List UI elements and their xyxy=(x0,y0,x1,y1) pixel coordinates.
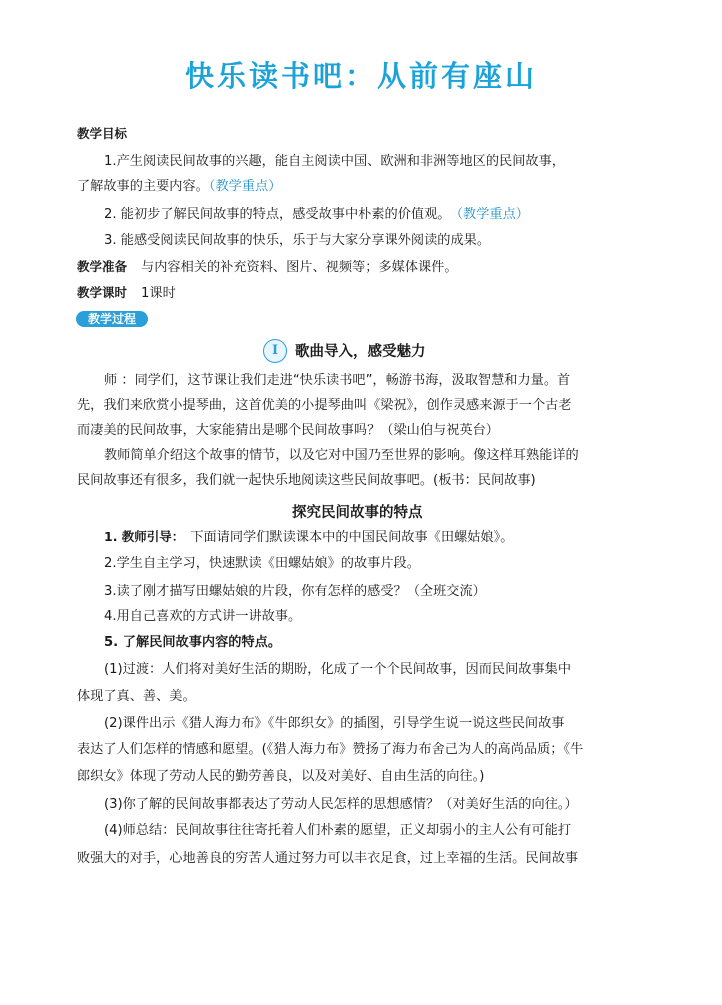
step-3: 3.读了刚才描写田螺姑娘的片段，你有怎样的感受？（全班交流） xyxy=(104,584,486,599)
step-1-text: 下面请同学们默读课本中的中国民间故事《田螺姑娘》。 xyxy=(190,530,514,545)
goal-2-tag: （教学重点） xyxy=(456,207,529,222)
section-1-icon: I xyxy=(263,339,287,363)
process-badge: 教学过程 xyxy=(76,311,148,327)
page-title: 快乐读书吧：从前有座山 xyxy=(184,59,537,93)
s1-p1-line-3: 而凄美的民间故事，大家能猜出是哪个民间故事吗？（梁山伯与祝英台） xyxy=(77,423,499,438)
s1-p1-line-2: 先，我们来欣赏小提琴曲，这首优美的小提琴曲叫《梁祝》，创作灵感来源于一个古老 xyxy=(77,398,572,413)
goal-1-line-2 xyxy=(77,178,281,196)
item-2-line-1: (2)课件出示《猎人海力布》《牛郎织女》的插图，引导学生说一说这些民间故事 xyxy=(104,716,565,731)
step-2: 2.学生自主学习，快速默读《田螺姑娘》的故事片段。 xyxy=(104,556,420,571)
goal-2 xyxy=(104,206,529,224)
hours-text: 1课时 xyxy=(141,286,176,301)
step-4: 4.用自己喜欢的方式讲一讲故事。 xyxy=(104,609,302,624)
goal-1-text: 了解故事的主要内容。 xyxy=(77,179,209,194)
s1-p2-line-1: 教师简单介绍这个故事的情节，以及它对中国乃至世界的影响。像这样耳熟能详的 xyxy=(104,448,579,463)
item-2-line-2: 表达了人们怎样的情感和愿望。(《猎人海力布》赞扬了海力布舍己为人的高尚品质；《牛 xyxy=(77,742,584,757)
item-2-line-3: 郎织女》体现了劳动人民的勤劳善良，以及对美好、自由生活的向往。) xyxy=(77,769,485,784)
s1-p1-line-1: 师 ：同学们，这节课让我们走进“快乐读书吧”，畅游书海，汲取智慧和力量。首 xyxy=(104,373,571,388)
item-3: (3)你了解的民间故事都表达了劳动人民怎样的思想感情？（对美好生活的向往。） xyxy=(104,797,578,812)
prep-row xyxy=(77,258,458,277)
hours-label: 教学课时 xyxy=(77,285,128,300)
prep-text: 与内容相关的补充资料、图片、视频等；多媒体课件。 xyxy=(141,260,458,275)
goals-heading: 教学目标 xyxy=(77,126,128,141)
step-1 xyxy=(104,528,513,547)
item-4-line-2: 败强大的对手，心地善良的穷苦人通过努力可以丰衣足食，过上幸福的生活。民间故事 xyxy=(77,851,579,866)
goal-1-tag: （教学重点） xyxy=(208,179,282,194)
item-4-line-1: (4)师总结：民间故事往往寄托着人们朴素的愿望，正义却弱小的主人公有可能打 xyxy=(104,823,572,838)
item-1-line-1: (1)过渡：人们将对美好生活的期盼，化成了一个个民间故事，因而民间故事集中 xyxy=(104,662,572,677)
step-1-label: 1. 教师引导： xyxy=(104,529,185,544)
section-1-title: 歌曲导入，感受魅力 xyxy=(295,344,426,360)
step-5: 5. 了解民间故事内容的特点。 xyxy=(104,635,282,650)
item-1-line-2: 体现了真、善、美。 xyxy=(77,689,196,704)
goal-2-text: 2. 能初步了解民间故事的特点，感受故事中朴素的价值观。 xyxy=(104,207,451,222)
hours-row xyxy=(77,284,176,303)
s1-p2-line-2: 民间故事还有很多，我们就一起快乐地阅读这些民间故事吧。(板书：民间故事) xyxy=(77,473,536,488)
goal-3: 3. 能感受阅读民间故事的快乐，乐于与大家分享课外阅读的成果。 xyxy=(104,233,491,248)
prep-label: 教学准备 xyxy=(77,259,128,274)
goal-1-line-1: 1.产生阅读民间故事的兴趣，能自主阅读中国、欧洲和非洲等地区的民间故事， xyxy=(104,154,565,169)
section-2-title: 探究民间故事的特点 xyxy=(292,505,423,521)
